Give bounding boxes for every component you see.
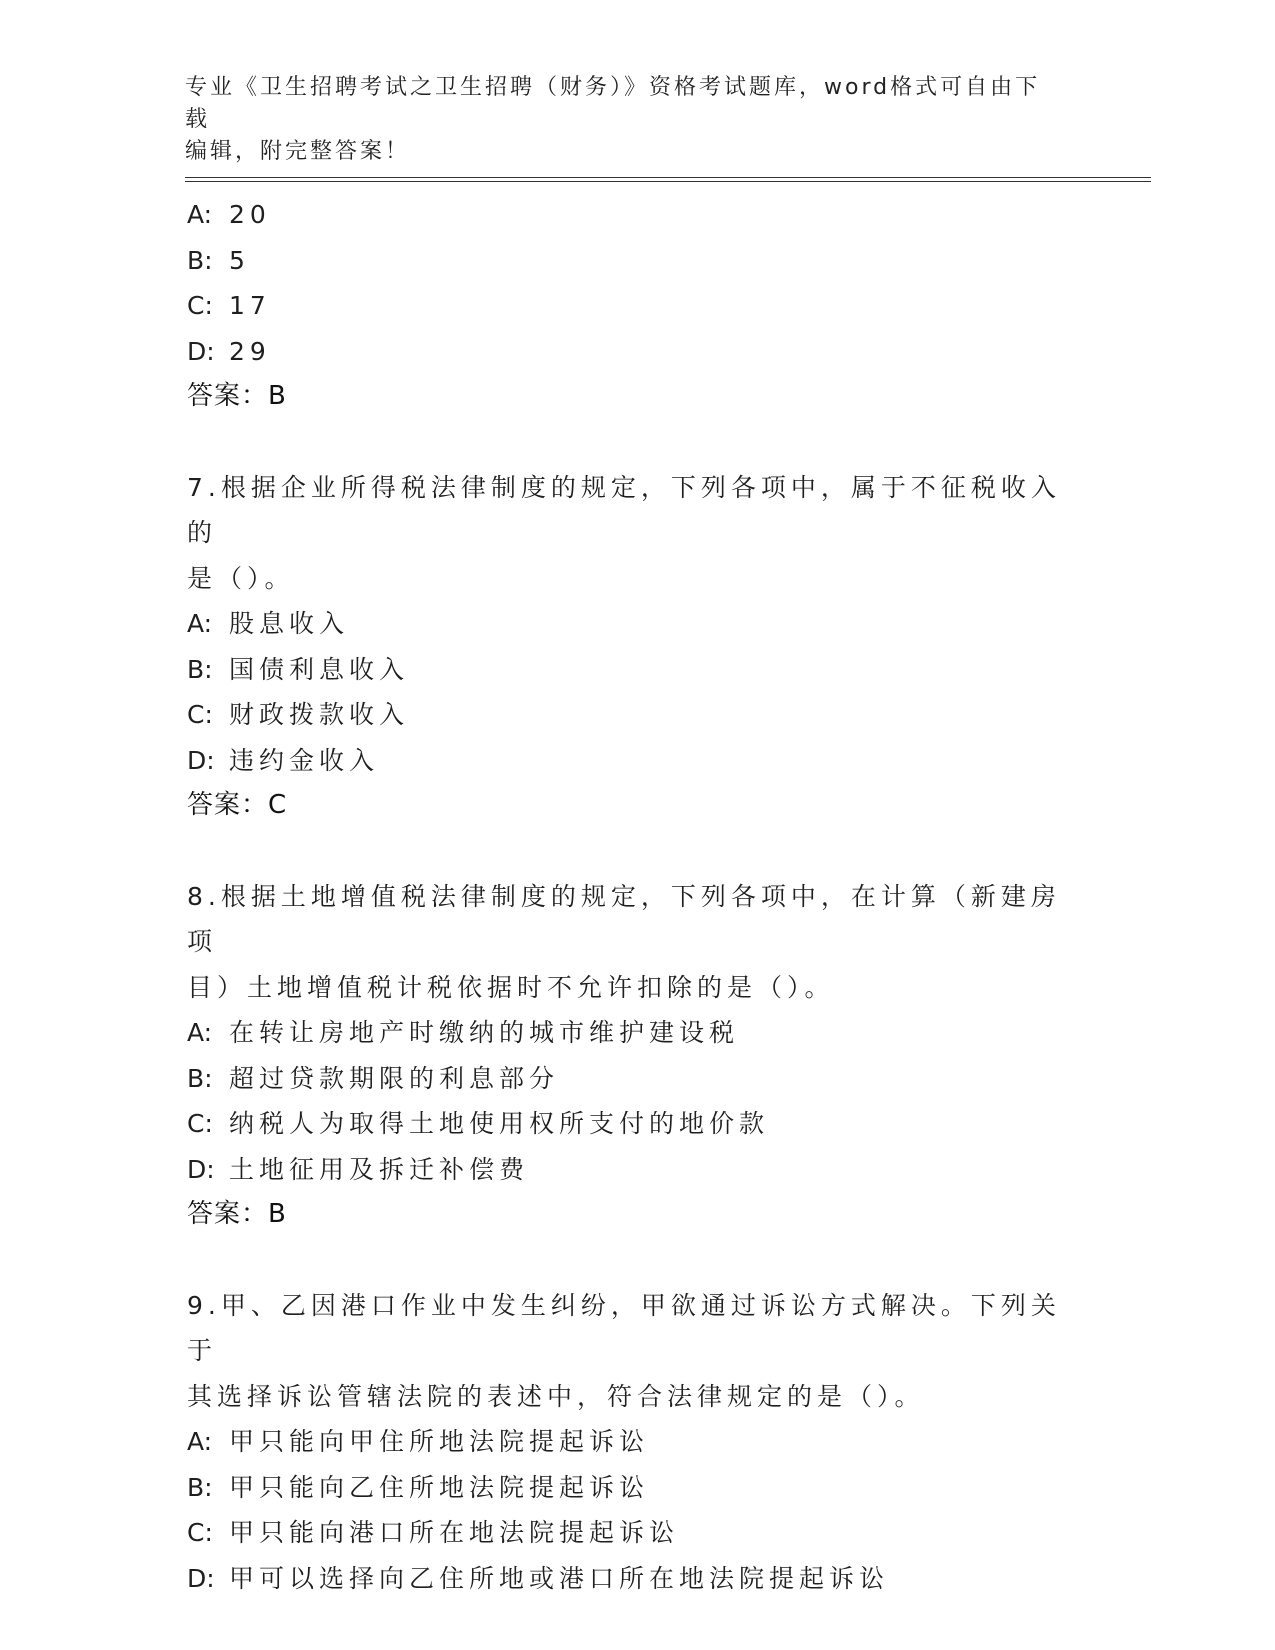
- option-letter: A:: [187, 200, 213, 229]
- option-c: [187, 692, 1067, 738]
- option-c: [187, 1510, 1067, 1556]
- spacer: [187, 1238, 1067, 1283]
- spacer: [187, 829, 1067, 874]
- option-letter: D:: [187, 1154, 215, 1184]
- answer-line: 答案：B: [187, 1199, 287, 1229]
- option-letter: B:: [187, 1472, 213, 1502]
- option-letter: D:: [187, 1563, 215, 1593]
- question-stem-line-2: 目）土地增值税计税依据时不允许扣除的是（）。: [187, 972, 835, 1002]
- option-c: [187, 283, 1067, 329]
- option-letter: C:: [187, 700, 213, 729]
- header-line-2: 编辑，附完整答案！: [185, 139, 411, 164]
- question-6: [187, 192, 1067, 420]
- option-a: [187, 192, 1067, 238]
- option-d: [187, 329, 1067, 375]
- option-d: [187, 738, 1067, 784]
- option-text: 土地征用及拆迁补偿费: [229, 1154, 530, 1184]
- question-stem-line-1: 9.甲、乙因港口作业中发生纠纷，甲欲通过诉讼方式解决。下列关于: [187, 1290, 1061, 1365]
- option-a: [187, 1419, 1067, 1465]
- option-a: [187, 601, 1067, 647]
- option-letter: B:: [187, 1063, 213, 1093]
- option-c: [187, 1101, 1067, 1147]
- option-text: 股息收入: [229, 609, 350, 638]
- option-text: 违约金收入: [229, 745, 380, 775]
- option-d: [187, 1147, 1067, 1193]
- option-letter: C:: [187, 291, 213, 320]
- option-text: 纳税人为取得土地使用权所支付的地价款: [229, 1109, 770, 1138]
- option-text: 5: [229, 245, 250, 275]
- header-divider-top: [185, 177, 1151, 178]
- option-text: 20: [229, 200, 271, 229]
- option-text: 17: [229, 291, 271, 320]
- option-letter: D:: [187, 336, 215, 366]
- option-d: [187, 1556, 1067, 1602]
- header-divider-bottom: [185, 181, 1151, 182]
- option-b: [187, 1056, 1067, 1102]
- option-b: [187, 647, 1067, 693]
- option-letter: B:: [187, 654, 213, 684]
- option-text: 甲可以选择向乙住所地或港口所在地法院提起诉讼: [229, 1563, 890, 1593]
- document-header: [185, 72, 1065, 168]
- spacer: [187, 420, 1067, 465]
- question-stem-line-1: 7.根据企业所得税法律制度的规定，下列各项中，属于不征税收入的: [187, 472, 1061, 547]
- option-text: 甲只能向港口所在地法院提起诉讼: [229, 1518, 680, 1547]
- option-text: 财政拨款收入: [229, 700, 410, 729]
- question-7: [187, 465, 1067, 829]
- question-stem-line-2: 其选择诉讼管辖法院的表述中，符合法律规定的是（）。: [187, 1381, 925, 1411]
- option-letter: A:: [187, 1018, 213, 1047]
- option-b: [187, 238, 1067, 284]
- option-letter: C:: [187, 1109, 213, 1138]
- option-text: 在转让房地产时缴纳的城市维护建设税: [229, 1018, 740, 1047]
- option-letter: A:: [187, 609, 213, 638]
- answer-line: 答案：C: [187, 790, 288, 820]
- question-9: [187, 1283, 1067, 1602]
- question-list: [187, 192, 1067, 1601]
- option-letter: C:: [187, 1518, 213, 1547]
- question-stem-line-1: 8.根据土地增值税法律制度的规定，下列各项中，在计算（新建房项: [187, 881, 1061, 956]
- option-text: 甲只能向甲住所地法院提起诉讼: [229, 1427, 650, 1456]
- option-text: 国债利息收入: [229, 654, 410, 684]
- option-letter: D:: [187, 745, 215, 775]
- option-text: 29: [229, 336, 271, 366]
- option-b: [187, 1465, 1067, 1511]
- option-letter: B:: [187, 245, 213, 275]
- option-text: 甲只能向乙住所地法院提起诉讼: [229, 1472, 650, 1502]
- option-text: 超过贷款期限的利息部分: [229, 1063, 560, 1093]
- option-a: [187, 1010, 1067, 1056]
- answer-line: 答案：B: [187, 381, 287, 411]
- question-8: [187, 874, 1067, 1238]
- header-line-1: 专业《卫生招聘考试之卫生招聘（财务）》资格考试题库，word格式可自由下载: [185, 75, 1041, 132]
- option-letter: A:: [187, 1427, 213, 1456]
- question-stem-line-2: 是（）。: [187, 563, 295, 593]
